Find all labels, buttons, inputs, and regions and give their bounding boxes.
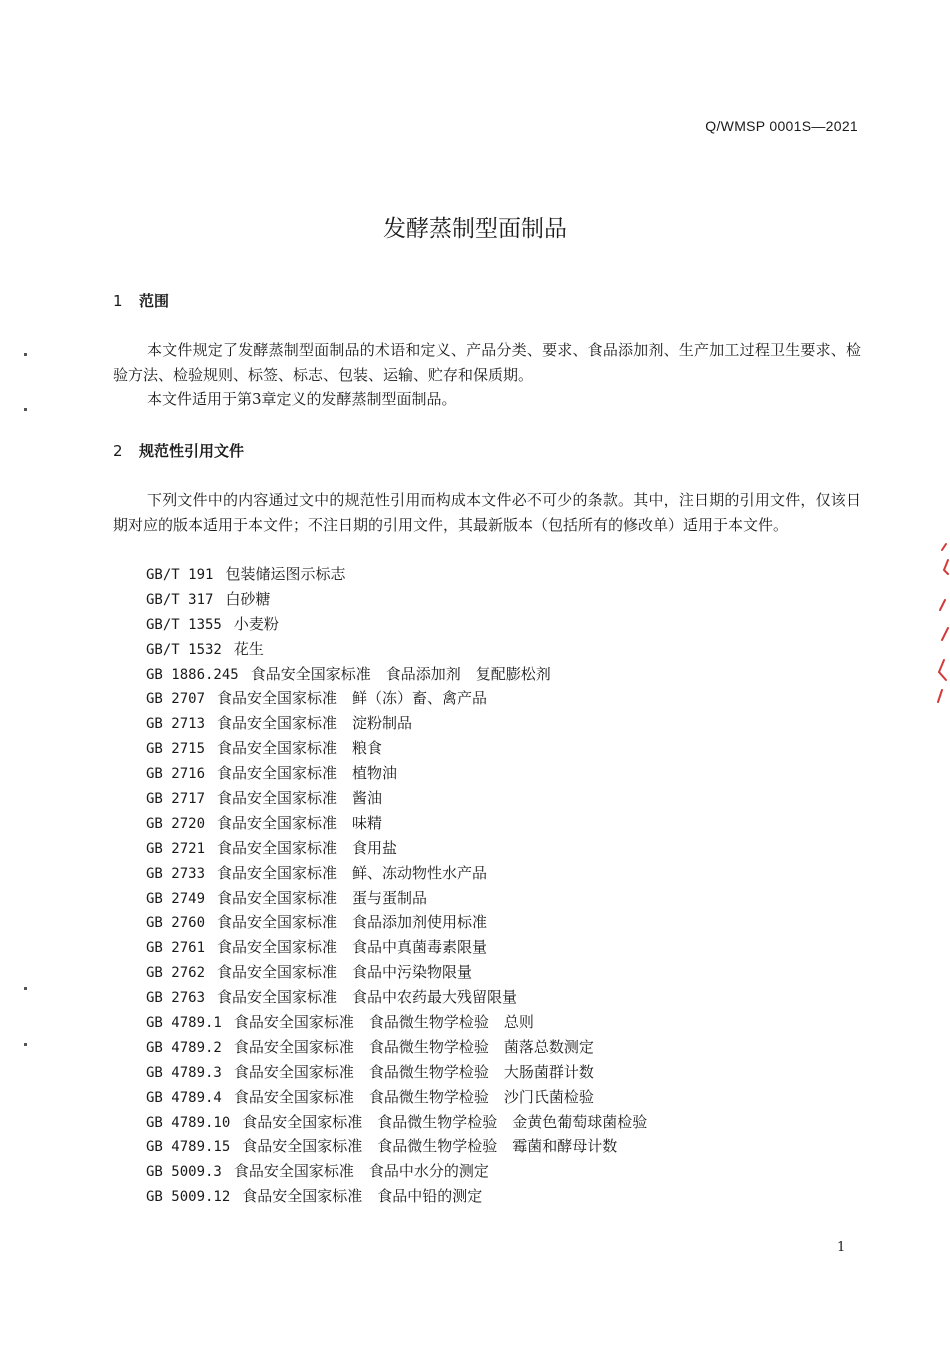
reference-code: GB 4789.2	[146, 1039, 222, 1056]
reference-code: GB 4789.3	[146, 1064, 222, 1081]
reference-item	[146, 811, 647, 836]
reference-title: 食品安全国家标准 食品微生物学检验 大肠菌群计数	[233, 1062, 594, 1081]
reference-code: GB 2763	[146, 990, 206, 1007]
scan-mark	[24, 408, 27, 411]
reference-code: GB/T 1355	[146, 616, 222, 633]
reference-code: GB 2720	[146, 815, 206, 832]
seal-stamp-fragment	[930, 540, 950, 710]
reference-code: GB 2716	[146, 766, 206, 783]
reference-item	[146, 786, 647, 811]
reference-title: 食品安全国家标准 食品中水分的测定	[233, 1162, 489, 1181]
page-number: 1	[837, 1240, 846, 1255]
reference-code: GB 4789.15	[146, 1139, 231, 1156]
reference-title: 食品安全国家标准 食品中农药最大残留限量	[217, 988, 518, 1007]
section-1-number: 1	[113, 292, 123, 310]
reference-item	[146, 612, 647, 637]
reference-title: 食品安全国家标准 蛋与蛋制品	[217, 888, 428, 907]
reference-list	[146, 562, 647, 1209]
reference-item	[146, 711, 647, 736]
reference-item	[146, 562, 647, 587]
reference-item	[146, 1060, 647, 1085]
reference-code: GB 4789.10	[146, 1114, 231, 1131]
reference-title: 食品安全国家标准 食品微生物学检验 金黄色葡萄球菌检验	[242, 1112, 648, 1131]
reference-title: 花生	[233, 639, 264, 658]
reference-code: GB 2713	[146, 716, 206, 733]
reference-code: GB 5009.3	[146, 1164, 222, 1181]
scan-mark	[24, 353, 27, 356]
reference-item	[146, 861, 647, 886]
reference-title: 食品安全国家标准 食品微生物学检验 霉菌和酵母计数	[242, 1137, 618, 1156]
reference-item	[146, 985, 647, 1010]
reference-title: 包装储运图示标志	[225, 565, 346, 583]
reference-code: GB/T 191	[146, 567, 214, 583]
reference-item	[146, 886, 647, 911]
reference-item	[146, 935, 647, 960]
reference-item	[146, 662, 647, 687]
reference-item	[146, 1134, 647, 1159]
reference-code: GB/T 317	[146, 591, 214, 608]
reference-code: GB 2762	[146, 965, 206, 982]
section-1-title: 范围	[139, 292, 170, 310]
section-1-heading	[113, 290, 169, 311]
reference-item	[146, 1010, 647, 1035]
reference-title: 食品安全国家标准 食品中铅的测定	[242, 1187, 483, 1206]
reference-item	[146, 1035, 647, 1060]
reference-code: GB 2761	[146, 940, 206, 957]
reference-title: 食品安全国家标准 淀粉制品	[217, 714, 413, 733]
reference-title: 食品安全国家标准 食品微生物学检验 总则	[233, 1013, 534, 1032]
scope-paragraph-1: 本文件规定了发酵蒸制型面制品的术语和定义、产品分类、要求、食品添加剂、生产加工过程卫生要求、检验方法、检验规则、标签、标志、包装、运输、贮存和保质期。	[113, 341, 861, 384]
section-2-number: 2	[113, 442, 123, 460]
reference-title: 食品安全国家标准 植物油	[217, 764, 398, 783]
reference-item	[146, 1110, 647, 1135]
reference-title: 食品安全国家标准 味精	[217, 813, 383, 832]
scope-paragraph-2: 本文件适用于第3章定义的发酵蒸制型面制品。	[147, 390, 457, 408]
reference-code: GB/T 1532	[146, 641, 222, 658]
reference-code: GB 2721	[146, 840, 206, 857]
reference-item	[146, 910, 647, 935]
reference-title: 食品安全国家标准 酱油	[217, 789, 383, 808]
reference-item	[146, 960, 647, 985]
reference-code: GB 4789.4	[146, 1089, 222, 1106]
scan-mark	[24, 987, 27, 990]
reference-title: 食品安全国家标准 食品微生物学检验 菌落总数测定	[233, 1037, 594, 1056]
document-code: Q/WMSP 0001S—2021	[705, 118, 858, 134]
reference-title: 小麦粉	[233, 614, 279, 633]
reference-title: 食品安全国家标准 鲜（冻）畜、禽产品	[217, 689, 488, 708]
reference-title: 食品安全国家标准 食品中污染物限量	[217, 963, 473, 982]
reference-title: 食品安全国家标准 食品微生物学检验 沙门氏菌检验	[233, 1087, 594, 1106]
reference-item	[146, 587, 647, 612]
reference-item	[146, 1184, 647, 1209]
reference-code: GB 2733	[146, 865, 206, 882]
reference-item	[146, 761, 647, 786]
reference-code: GB 5009.12	[146, 1189, 231, 1206]
reference-code: GB 2715	[146, 741, 206, 758]
section-2-title: 规范性引用文件	[139, 442, 245, 460]
document-title: 发酵蒸制型面制品	[383, 216, 567, 242]
reference-item	[146, 736, 647, 761]
reference-title: 食品安全国家标准 食品中真菌毒素限量	[217, 938, 488, 957]
reference-item	[146, 836, 647, 861]
reference-title: 食品安全国家标准 食用盐	[217, 838, 398, 857]
reference-code: GB 1886.245	[146, 666, 239, 683]
reference-title: 食品安全国家标准 粮食	[217, 739, 383, 758]
section-2-heading	[113, 440, 244, 461]
reference-title: 食品安全国家标准 食品添加剂使用标准	[217, 913, 488, 932]
reference-title: 白砂糖	[225, 589, 271, 608]
reference-code: GB 4789.1	[146, 1015, 222, 1032]
references-intro: 下列文件中的内容通过文中的规范性引用而构成本文件必不可少的条款。其中，注日期的引用文件，仅该日期对应的版本适用于本文件；不注日期的引用文件，其最新版本（包括所有的修改单）适用于本文件。	[113, 491, 861, 534]
reference-code: GB 2717	[146, 791, 206, 808]
scan-mark	[24, 1043, 27, 1046]
reference-code: GB 2749	[146, 890, 206, 907]
reference-item	[146, 1085, 647, 1110]
reference-item	[146, 686, 647, 711]
reference-item	[146, 1159, 647, 1184]
reference-item	[146, 637, 647, 662]
reference-code: GB 2760	[146, 915, 206, 932]
reference-code: GB 2707	[146, 691, 206, 708]
reference-title: 食品安全国家标准 鲜、冻动物性水产品	[217, 863, 488, 882]
reference-title: 食品安全国家标准 食品添加剂 复配膨松剂	[250, 664, 551, 683]
